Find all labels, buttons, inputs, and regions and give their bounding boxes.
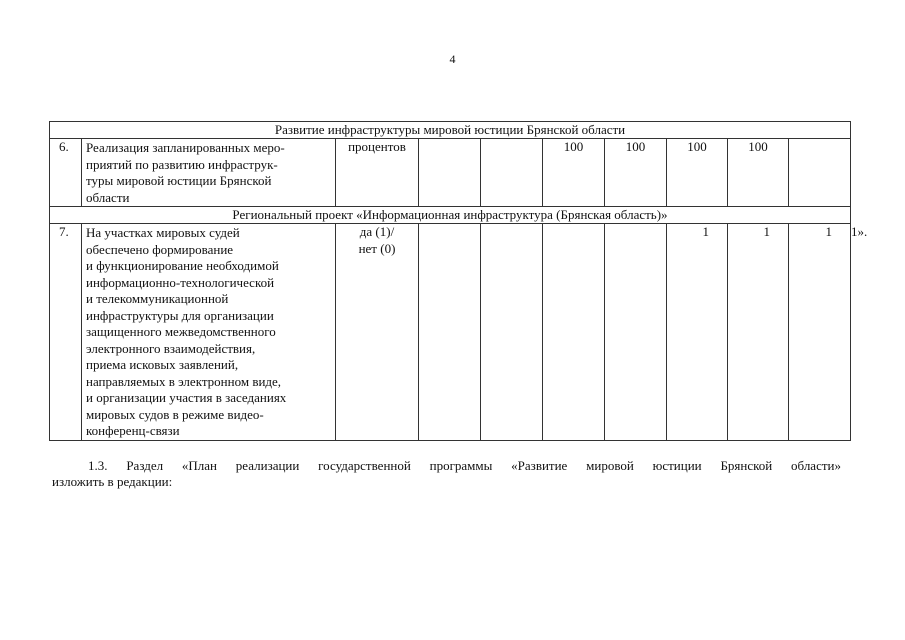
table-row-7: 7. На участках мировых судей обеспечено формирование и функционирование необходимой информационно-технологической и телекоммуникационной инфраструктуры для организации защищенного межведомственного электронного взаимодействия, приема исковых заявлений, направляемых в электронном виде, и организации участия в заседаниях мировых судов в режиме видео- конференц-связи да (1)/ нет (0) 1 1 1 1». xyxy=(50,224,851,441)
row-number: 7. xyxy=(50,224,82,441)
value-cell: 100 xyxy=(605,139,667,207)
amendment-paragraph xyxy=(52,458,841,490)
value-cell xyxy=(481,139,543,207)
indicator-name-line: туры мировой юстиции Брянской xyxy=(86,173,272,188)
section-row-regional-project xyxy=(50,207,851,224)
indicator-name-line: инфраструктуры для организации xyxy=(86,307,274,323)
page-number: 4 xyxy=(449,52,456,66)
indicator-name-line: конференц-связи xyxy=(86,423,180,438)
indicator-name-line: На участках мировых судей xyxy=(86,225,240,240)
value-cell xyxy=(605,224,667,441)
value-cell: 100 xyxy=(667,139,728,207)
value-cell xyxy=(789,139,851,207)
value-cell: 1 xyxy=(728,224,789,441)
section-row-infrastructure xyxy=(50,122,851,139)
table-row-6 xyxy=(50,139,851,207)
unit-cell: процентов xyxy=(336,139,419,207)
indicator-name xyxy=(82,224,336,441)
indicator-name-line: мировых судов в режиме видео- xyxy=(86,406,264,422)
indicator-name-line: приятий по развитию инфраструк- xyxy=(86,156,278,172)
value-cell xyxy=(543,224,605,441)
value-cell: 1 xyxy=(789,224,851,441)
indicator-name-line: обеспечено формирование xyxy=(86,241,234,257)
value-cell: 100 xyxy=(543,139,605,207)
row-number: 6. xyxy=(50,139,82,207)
indicator-name-line: защищенного межведомственного xyxy=(86,324,276,339)
section-title-regional-project: Региональный проект «Информационная инфраструктура (Брянская область)» xyxy=(50,207,851,224)
paragraph-line: изложить в редакции: xyxy=(52,474,173,489)
indicator-name-line: направляемых в электронном виде, xyxy=(86,373,282,389)
value-cell xyxy=(419,139,481,207)
indicator-name-line: Реализация запланированных меро- xyxy=(86,140,285,155)
value-cell: 100 xyxy=(728,139,789,207)
unit-cell xyxy=(336,224,419,441)
indicator-name-line: и организации участия в заседаниях xyxy=(86,390,287,405)
indicator-name-line: информационно-технологической xyxy=(86,274,275,290)
value-cell xyxy=(481,224,543,441)
indicator-name xyxy=(82,139,336,207)
value-cell xyxy=(419,224,481,441)
indicator-name-line: приема исковых заявлений, xyxy=(86,357,239,372)
value-cell: 1 xyxy=(667,224,728,441)
indicator-name-line: и телекоммуникационной xyxy=(86,291,229,306)
section-title-infrastructure: Развитие инфраструктуры мировой юстиции Брянской области xyxy=(50,122,851,139)
unit-line: да (1)/ xyxy=(359,224,395,239)
indicator-name-line: области xyxy=(86,189,130,205)
indicator-name-line: электронного взаимодействия, xyxy=(86,340,256,356)
paragraph-line: 1.3. Раздел «План реализации государственной программы «Развитие мировой юстиции Брянской области» xyxy=(88,458,841,473)
unit-line: нет (0) xyxy=(358,240,396,256)
indicator-name-line: и функционирование необходимой xyxy=(86,258,279,273)
indicators-table xyxy=(49,121,868,441)
